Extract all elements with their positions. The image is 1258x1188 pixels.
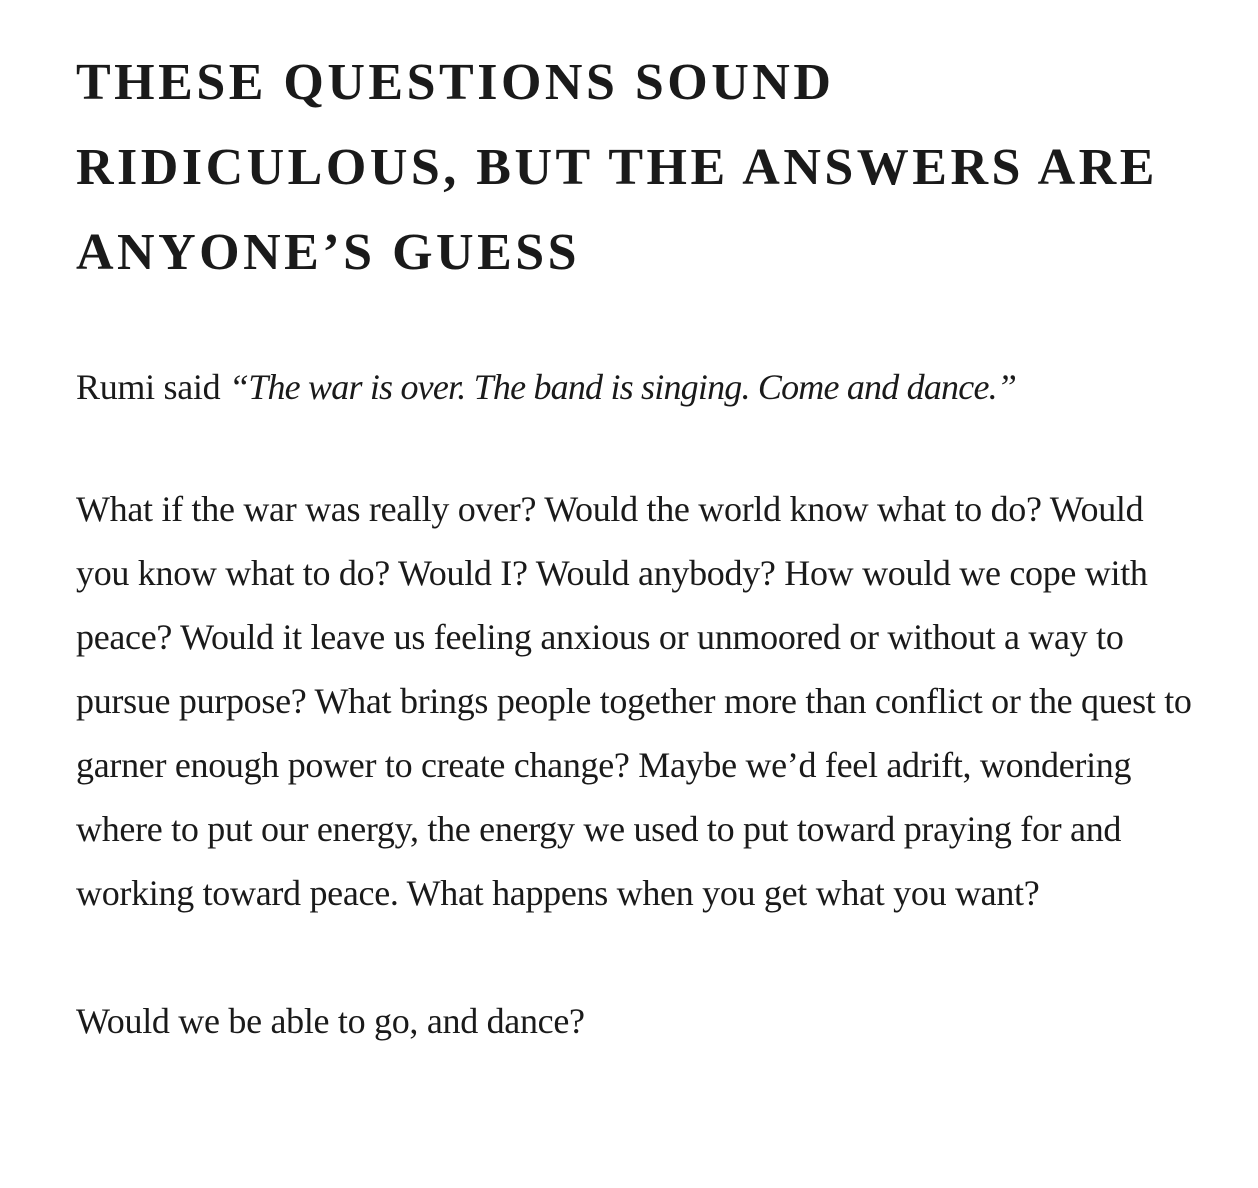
quote-intro: Rumi said: [76, 367, 230, 407]
body-paragraph: What if the war was really over? Would the world know what to do? Would you know what to do? Would I? Would anybody? How would we cope with peace? Would it leave us feeling anxious or unmoored or without a way to pursue purpose? What brings people together more than conflict or the quest to garner enough power to create change? Maybe we’d feel adrift, wondering where to put our energy, the energy we used to put toward praying for and working toward peace. What happens when you get what you want?: [76, 489, 1192, 913]
quote-paragraph: [76, 355, 1196, 419]
closing-paragraph: Would we be able to go, and dance?: [76, 1001, 585, 1041]
article: [76, 40, 1196, 1053]
article-headline: THESE QUESTIONS SOUND RIDICULOUS, BUT THE ANSWERS ARE ANYONE’S GUESS: [76, 54, 1158, 281]
rumi-quote: “The war is over. The band is singing. Come and dance.”: [229, 367, 1017, 407]
